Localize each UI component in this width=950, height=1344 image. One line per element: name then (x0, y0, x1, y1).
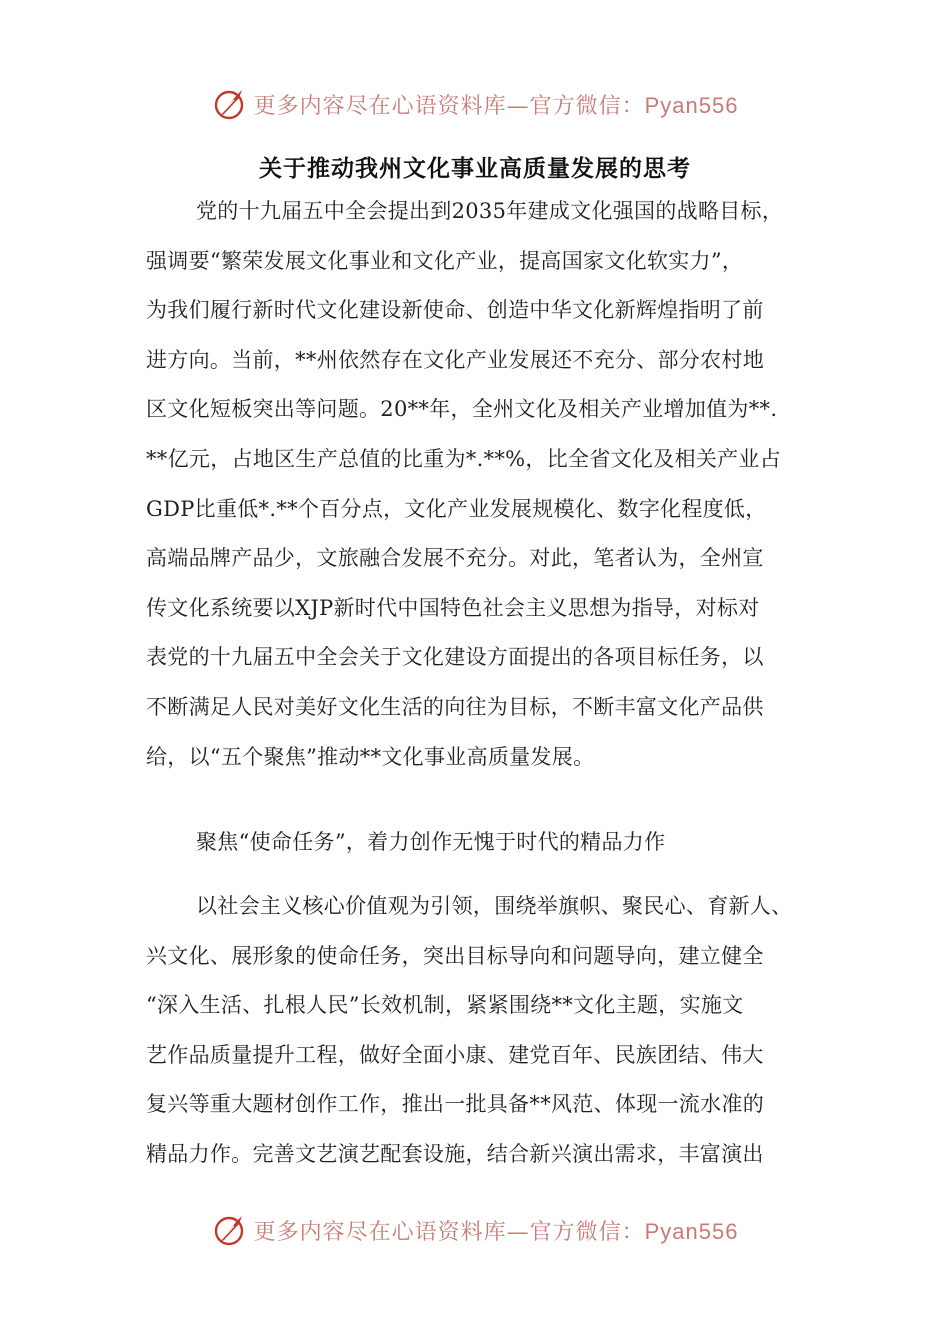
text-line: 精品力作。完善文艺演艺配套设施，结合新兴演出需求，丰富演出 (146, 1141, 764, 1166)
section-heading-text: 聚焦“使命任务”，着力创作无愧于时代的精品力作 (196, 830, 666, 854)
wechat-id: Pyan556 (644, 92, 739, 118)
text-line: 兴文化、展形象的使命任务，突出目标导向和问题导向，建立健全 (146, 943, 764, 968)
text-line: 传文化系统要以XJP新时代中国特色社会主义思想为指导，对标对 (146, 595, 760, 620)
text-line: 进方向。当前，**州依然存在文化产业发展还不充分、部分农村地 (146, 347, 764, 372)
text-line: 党的十九届五中全会提出到2035年建成文化强国的战略目标， (196, 199, 784, 223)
banner-text (254, 89, 739, 120)
header-banner (0, 84, 950, 124)
footer-banner (0, 1210, 950, 1250)
text-line: 不断满足人民对美好文化生活的向往为目标，不断丰富文化产品供 (146, 694, 764, 719)
text-line: 为我们履行新时代文化建设新使命、创造中华文化新辉煌指明了前 (146, 298, 764, 323)
document-title: 关于推动我州文化事业高质量发展的思考 (259, 155, 691, 182)
quill-pen-logo-icon (212, 1212, 248, 1248)
section-heading (146, 818, 806, 868)
quill-pen-logo-icon (212, 86, 248, 122)
text-line: 区文化短板突出等问题。20**年，全州文化及相关产业增加值为**. (146, 397, 778, 422)
text-line: 表党的十九届五中全会关于文化建设方面提出的各项目标任务，以 (146, 645, 764, 670)
text-line: 给，以“五个聚焦”推动**文化事业高质量发展。 (146, 744, 595, 769)
text-line: GDP比重低*.**个百分点，文化产业发展规模化、数字化程度低， (146, 496, 767, 521)
banner-prefix: 更多内容尽在心语资料库—官方微信： (253, 1219, 645, 1245)
paragraph-2 (146, 882, 806, 1180)
text-line: **亿元，占地区生产总值的比重为*.**%，比全省文化及相关产业占 (146, 446, 782, 471)
text-line: “深入生活、扎根人民”长效机制，紧紧围绕**文化主题，实施文 (146, 993, 744, 1018)
text-line: 艺作品质量提升工程，做好全面小康、建党百年、民族团结、伟大 (146, 1042, 764, 1067)
text-line: 以社会主义核心价值观为引领，围绕举旗帜、聚民心、育新人、 (196, 894, 793, 918)
banner-prefix: 更多内容尽在心语资料库—官方微信： (253, 93, 645, 119)
text-line: 强调要“繁荣发展文化事业和文化产业，提高国家文化软实力”， (146, 248, 744, 273)
banner-text (254, 1215, 739, 1246)
paragraph-1 (146, 187, 806, 782)
wechat-id: Pyan556 (644, 1218, 739, 1244)
text-line: 高端品牌产品少，文旅融合发展不充分。对此，笔者认为，全州宣 (146, 546, 764, 571)
text-line: 复兴等重大题材创作工作，推出一批具备**风范、体现一流水准的 (146, 1092, 764, 1117)
